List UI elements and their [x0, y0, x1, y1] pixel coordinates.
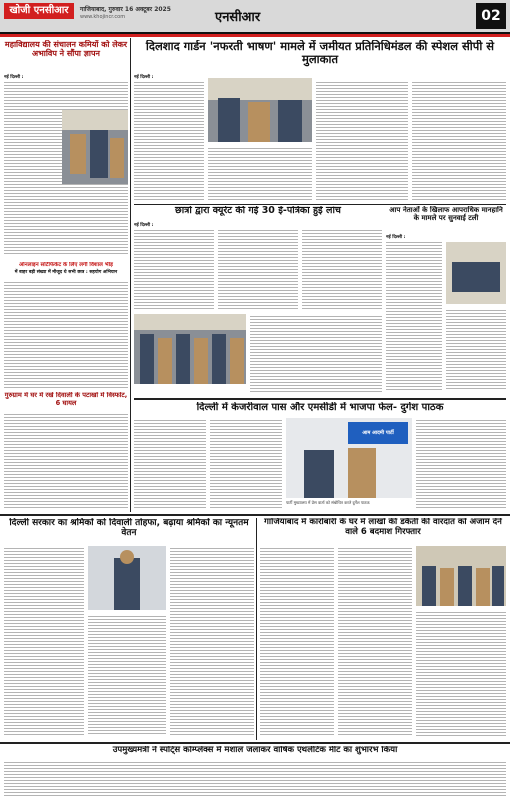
masthead [0, 0, 510, 34]
footer-rule [0, 742, 510, 744]
mid-story-body-col3 [302, 228, 382, 310]
footer-body [4, 760, 506, 798]
left-story-2-headline: ऑनलाइन सर्टिफिकेट के लिए लगी विशाल भीड़ [19, 262, 113, 268]
main-story-body-col3 [316, 80, 408, 200]
lead-story [134, 402, 506, 512]
lead-story-body-col2 [210, 418, 282, 510]
left-story-3-headline: गुरुग्राम में घर में रखे दिवाली के पटाखों में विस्फोट, 6 घायल [4, 392, 128, 407]
footer-headline: उपमुख्यमंत्री ने स्पोर्ट्स कॉम्प्लेक्स में मशाल जलाकर वार्षिक एथलेटिक मीट का शुभारंभ किया [112, 746, 398, 755]
right-story-1-body-col1 [386, 240, 442, 390]
lead-story-headline: दिल्ली में केजरीवाल पास और एमसीडी में भाजपा फेल- दुर्गेश पाठक [196, 402, 444, 413]
edition-date: गाजियाबाद, गुरुवार 16 अक्टूबर 2025 [80, 6, 171, 13]
lead-story-photo-board: आम आदमी पार्टी [348, 422, 408, 444]
mid-story-body-col1 [134, 228, 214, 310]
bottom-right-story [260, 518, 506, 740]
bottom-left-body-col2 [88, 614, 166, 736]
page-number: 02 [476, 3, 506, 29]
right-story-1-photo [446, 242, 506, 304]
main-story-headline: दिलशाद गार्डन 'नफरती भाषण' मामले में जमीयत प्रतिनिधिमंडल की स्पेशल सीपी से मुलाकात [145, 40, 495, 67]
left-story-2-body [4, 280, 128, 388]
main-story-rule [134, 204, 506, 205]
mid-story-body-col4 [250, 314, 382, 394]
lead-story-rule [134, 398, 506, 400]
bottom-right-body-col2 [338, 546, 412, 736]
bottom-section-rule [0, 514, 510, 516]
bottom-right-body-col1 [260, 546, 334, 736]
left-story-2-subhead: में बाहर बड़ी संख्या में मौजूद थे सभी छात्र : सहयोग अभियान [14, 270, 118, 275]
right-story-1-dateline: नई दिल्ली : [386, 235, 406, 240]
section-title: एनसीआर [215, 10, 261, 25]
lead-story-body-col1 [134, 418, 206, 510]
main-story-photo [208, 78, 312, 142]
mid-story-headline: छात्रों द्वारा क्यूरेट की गई 30 ई-पत्रिका हुई लांच [175, 206, 341, 216]
bottom-left-headline: दिल्ली सरकार का श्रमिकों को दिवाली तोहफा, बढ़ाया श्रमिकों का न्यूनतम वेतन [9, 518, 249, 539]
bottom-left-story [4, 518, 254, 740]
left-story-1 [4, 40, 128, 260]
masthead-rule [0, 34, 510, 37]
bottom-right-body-col3 [416, 610, 506, 736]
bottom-right-headline: गाजियाबाद में कारोबारी के घर में लाखों की डकैती की वारदात को अंजाम देने वाले 6 बदमाश गिरफ्तार [264, 518, 502, 537]
mid-story-body-col2 [218, 228, 298, 310]
lead-story-photo [286, 418, 412, 498]
mid-story-photo [134, 314, 246, 384]
right-story-1 [386, 206, 506, 396]
main-story-body-col2 [208, 146, 312, 200]
column-rule [130, 38, 131, 512]
bottom-left-body-col1 [4, 546, 84, 736]
left-story-3-body [4, 412, 128, 510]
website-line: www.khojincr.com [80, 14, 126, 20]
bottom-right-photo [416, 546, 506, 606]
lead-story-body-col3 [416, 418, 506, 510]
left-story-1-photo [62, 110, 128, 184]
mid-story [134, 206, 382, 396]
bottom-left-photo [88, 546, 166, 610]
right-story-1-body-col2 [446, 308, 506, 390]
left-story-3 [4, 392, 128, 512]
footer-story [4, 746, 506, 798]
bottom-left-body-col3 [170, 546, 254, 736]
left-story-1-headline: महाविद्यालय की संचालन कमियों को लेकर अभाविप ने सौंपा ज्ञापन [4, 40, 128, 59]
right-story-1-headline: आप नेताओं के खिलाफ आपराधिक मानहानि के मामले पर सुनवाई टली [389, 206, 503, 223]
bottom-column-rule [256, 518, 257, 740]
lead-story-photo-caption: पार्टी मुख्यालय में प्रेस वार्ता को संबोधित करते दुर्गेश पाठक [286, 500, 370, 505]
main-story-body-col1 [134, 80, 204, 200]
mid-story-dateline: नई दिल्ली : [134, 223, 154, 228]
newspaper-brand: खोजी एनसीआर [4, 3, 74, 19]
left-story-1-dateline: नई दिल्ली : [4, 75, 24, 80]
left-story-2 [4, 262, 128, 390]
main-story [134, 40, 506, 202]
main-story-body-col4 [412, 80, 506, 200]
main-story-dateline: नई दिल्ली : [134, 75, 154, 80]
